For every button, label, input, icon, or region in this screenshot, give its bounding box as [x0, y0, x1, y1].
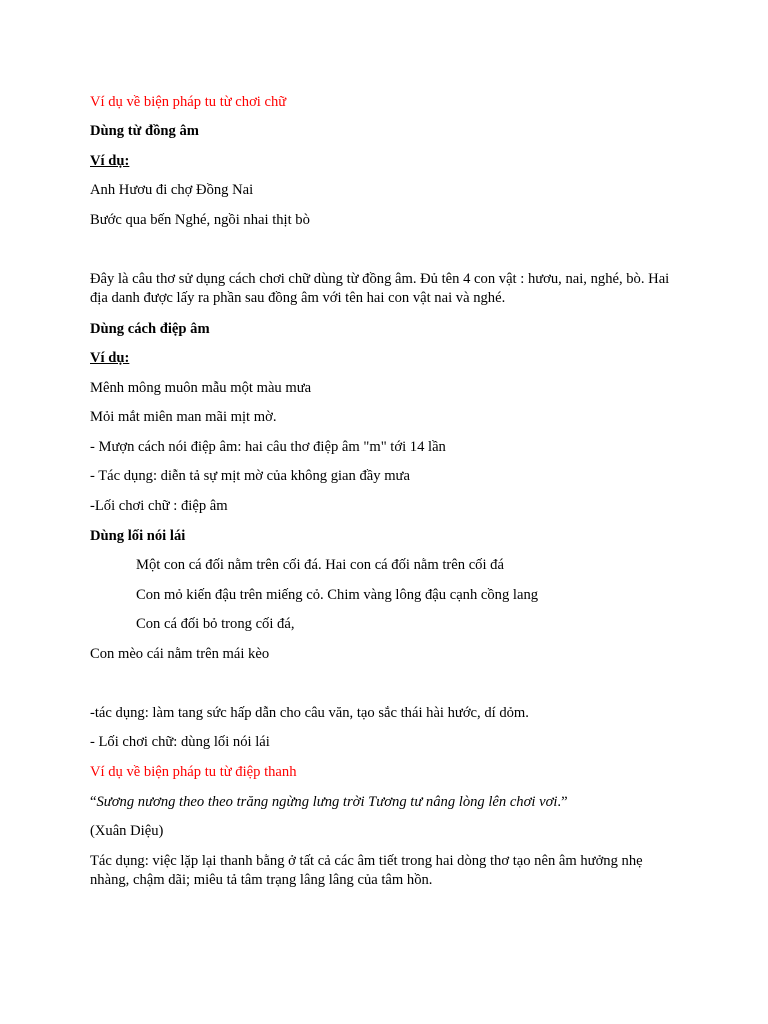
section-noi-lai: Dùng lối nói lái [90, 528, 186, 544]
note-tac-dung-2: -tác dụng: làm tang sức hấp dẫn cho câu văn, tạo sắc thái hài hước, dí dỏm. [90, 705, 529, 721]
quote-text: Sương nương theo theo trăng ngừng lưng trời Tương tư nâng lòng lên chơi vơi [96, 794, 558, 810]
note-tac-dung-1: - Tác dụng: diễn tả sự mịt mờ của không gian đầy mưa [90, 468, 410, 484]
note-diep-am: - Mượn cách nói điệp âm: hai câu thơ điệp âm "m" tới 14 lần [90, 439, 446, 455]
quote-open-mark: “ [90, 794, 97, 810]
example-noi-lai-2: Con mỏ kiến đậu trên miếng cỏ. Chim vàng lông đậu cạnh cồng lang [136, 587, 539, 603]
poem-line-3: Mênh mông muôn mẫu một màu mưa [90, 380, 312, 396]
quote-close-mark: .” [557, 794, 568, 810]
note-loi-choi-chu-2: - Lối chơi chữ: dùng lối nói lái [90, 734, 270, 750]
explanation-diep-thanh: Tác dụng: việc lặp lại thanh bằng ở tất cả các âm tiết trong hai dòng thơ tạo nên âm hưởng nhẹ nhàng, chậm dãi; miêu tả tâm trạng lâng lâng của tâm hồn. [90, 853, 643, 888]
example-noi-lai-3: Con cá đối bỏ trong cối đá, [136, 616, 295, 632]
poem-line-1: Anh Hươu đi chợ Đồng Nai [90, 182, 254, 198]
section-diep-am: Dùng cách điệp âm [90, 321, 210, 337]
example-noi-lai-1: Một con cá đối nằm trên cối đá. Hai con cá đối nằm trên cối đá [136, 557, 504, 573]
heading-diep-thanh: Ví dụ về biện pháp tu từ điệp thanh [90, 764, 297, 780]
explanation-dong-am: Đây là câu thơ sử dụng cách chơi chữ dùng từ đồng âm. Đủ tên 4 con vật : hươu, nai, nghé, bò. Hai địa danh được lấy ra phần sau đồng âm với tên hai con vật nai và nghé. [90, 271, 670, 306]
section-dong-am: Dùng từ đồng âm [90, 123, 199, 139]
note-loi-choi-chu-1: -Lối chơi chữ : điệp âm [90, 498, 228, 514]
quote-author: (Xuân Diệu) [90, 823, 164, 839]
poem-line-2: Bước qua bến Nghé, ngồi nhai thịt bò [90, 212, 310, 228]
example-noi-lai-4: Con mèo cái nằm trên mái kèo [90, 646, 270, 662]
quote-poem [90, 793, 680, 812]
example-label-2: Ví dụ: [90, 350, 130, 366]
poem-line-4: Mỏi mắt miên man mãi mịt mờ. [90, 409, 277, 425]
example-label-1: Ví dụ: [90, 153, 130, 169]
heading-choi-chu: Ví dụ về biện pháp tu từ chơi chữ [90, 94, 287, 110]
